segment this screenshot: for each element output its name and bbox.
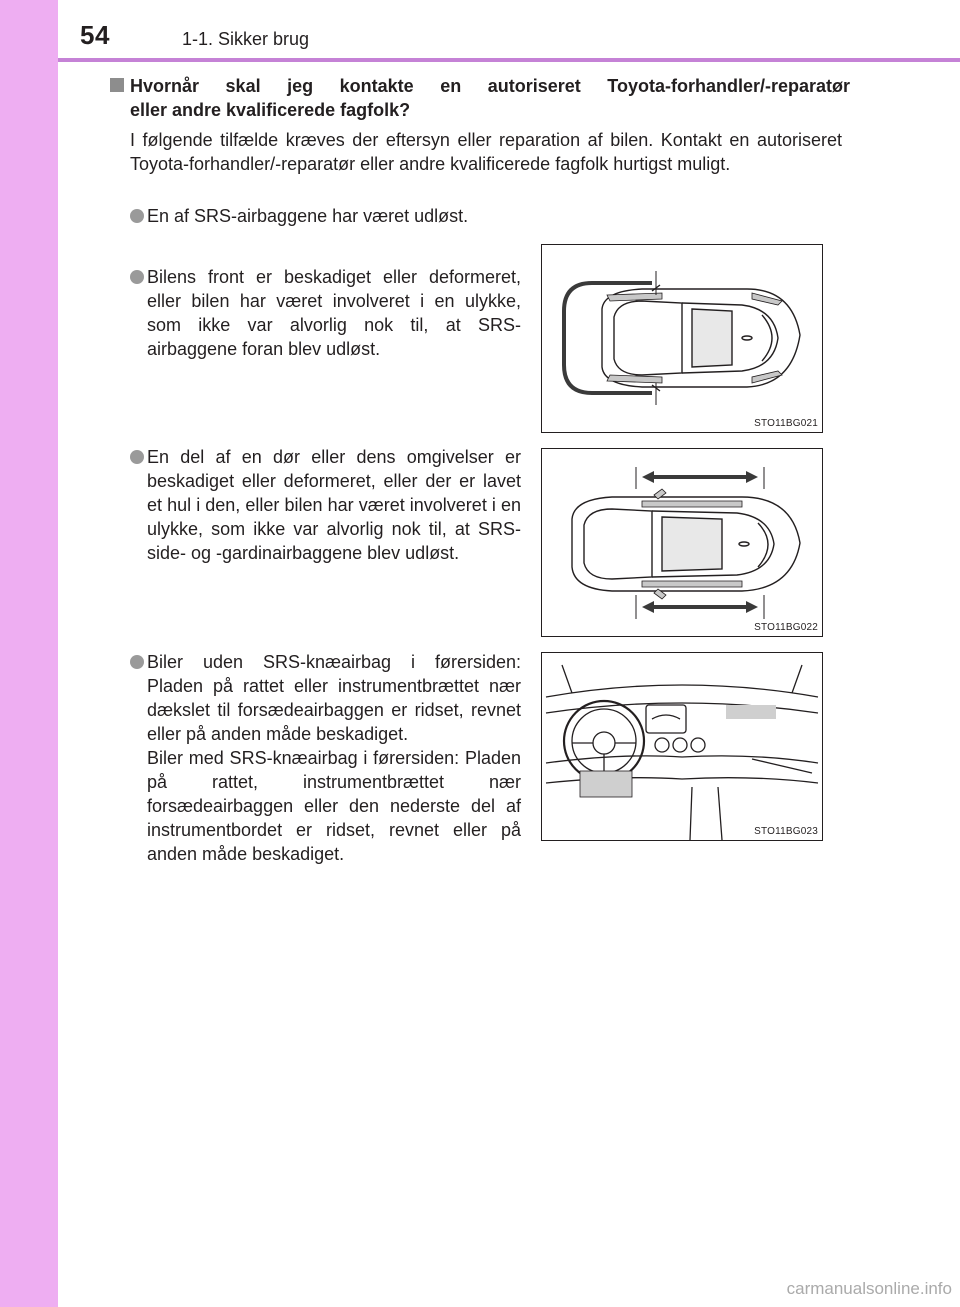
section-title: 1-1. Sikker brug bbox=[182, 29, 310, 49]
question-heading: Hvornår skal jeg kontakte en autoriseret Toyota-forhandler/-reparatør eller andre kvalificerede fagfolk? bbox=[130, 76, 850, 120]
header-divider bbox=[58, 58, 960, 62]
round-bullet-icon bbox=[130, 450, 144, 464]
list-item: En af SRS-airbaggene har været udløst. bbox=[130, 204, 540, 228]
list-item: Biler uden SRS-knæairbag i førersiden: Pladen på rattet eller instrumentbrættet nær dækslet til forsædeairbaggen er ridset, revnet eller på anden måde beskadiget. Biler med SRS-knæairbag i førersiden: Pladen på rattet, instrumentbrættet nær forsædeairbaggen eller den nederste del af instrumentbordet er ridset, revnet eller på anden måde beskadiget. bbox=[130, 650, 521, 866]
page-side-band bbox=[0, 0, 58, 1307]
car-side-impact-illustration bbox=[542, 449, 822, 636]
figure-label: STO11BG021 bbox=[754, 418, 818, 429]
figure-label: STO11BG022 bbox=[754, 622, 818, 633]
page-number: 54 bbox=[80, 20, 110, 50]
watermark-footer: carmanualsonline.info bbox=[786, 1279, 952, 1298]
round-bullet-icon bbox=[130, 209, 144, 223]
figure-dashboard bbox=[541, 652, 823, 841]
list-item: Bilens front er beskadiget eller deformeret, eller bilen har været involveret i en ulykke, som ikke var alvorlig nok til, at SRS-airbaggene foran blev udløst. bbox=[130, 265, 521, 361]
round-bullet-icon bbox=[130, 270, 144, 284]
figure-side-impact bbox=[541, 448, 823, 637]
intro-paragraph: I følgende tilfælde kræves der eftersyn eller reparation af bilen. Kontakt en autoriseret Toyota-forhandler/-reparatør eller andre kvalificerede fagfolk hurtigst muligt. bbox=[130, 130, 842, 174]
list-item: En del af en dør eller dens omgivelser er beskadiget eller deformeret, eller der er lavet et hul i den, eller bilen har været involveret i en ulykke, som ikke var alvorlig nok til, at SRS-side- og -gardinairbaggene blev udløst. bbox=[130, 445, 521, 565]
round-bullet-icon bbox=[130, 655, 144, 669]
dashboard-illustration bbox=[542, 653, 822, 840]
car-front-impact-illustration bbox=[542, 245, 822, 432]
figure-label: STO11BG023 bbox=[754, 826, 818, 837]
figure-front-impact bbox=[541, 244, 823, 433]
